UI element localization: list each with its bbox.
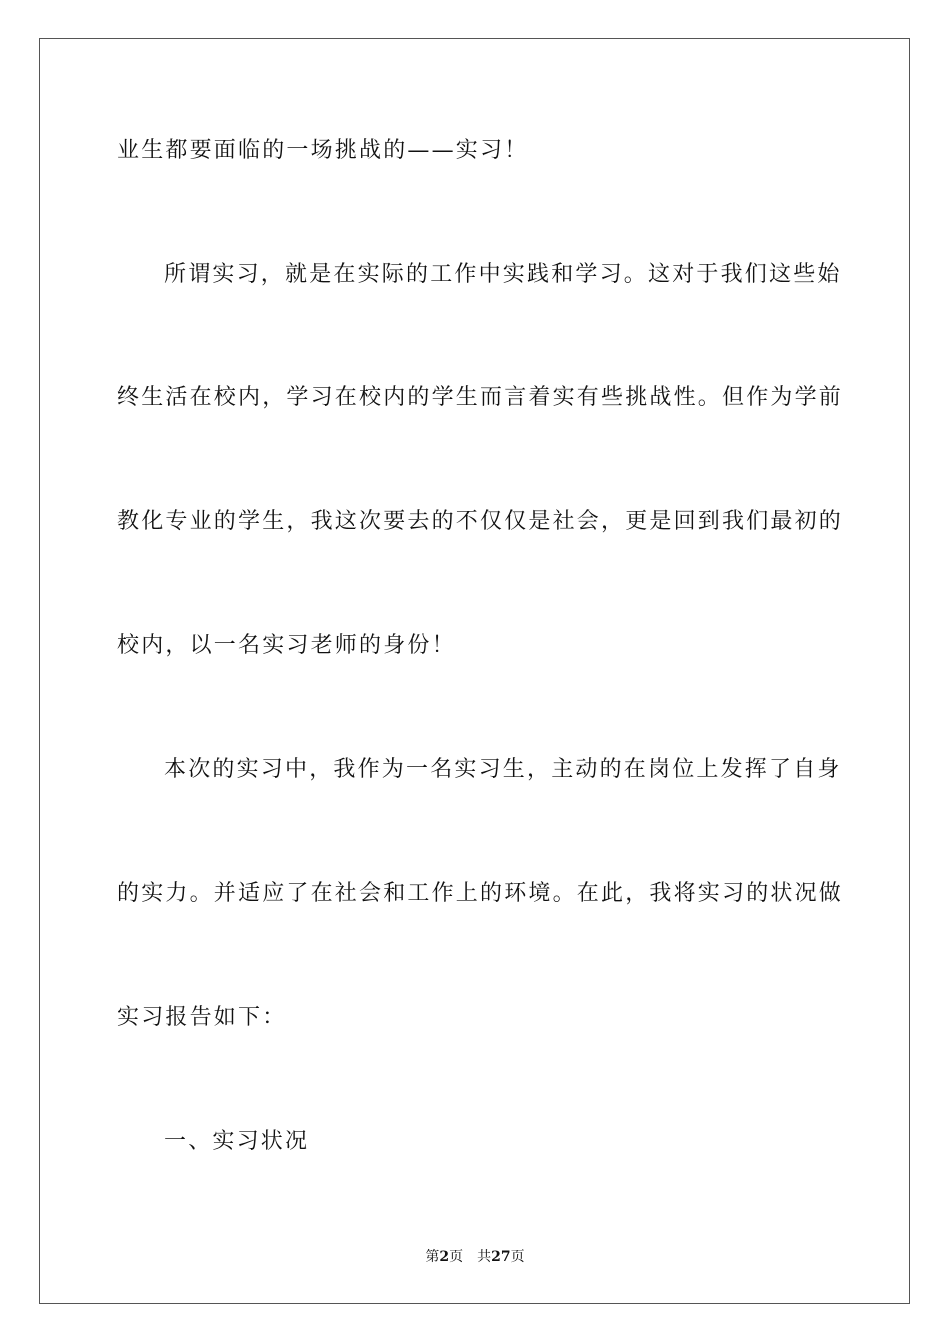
footer-page-number: 2 [439,1249,450,1265]
paragraph-line-2: 所谓实习，就是在实际的工作中实践和学习。这对于我们这些始 [164,262,842,287]
paragraph-line-6: 本次的实习中，我作为一名实习生，主动的在岗位上发挥了自身 [164,757,842,782]
paragraph-line-3: 终生活在校内，学习在校内的学生而言着实有些挑战性。但作为学前 [117,385,844,410]
footer-page-prefix: 第 [425,1249,440,1265]
paragraph-line-7: 的实力。并适应了在社会和工作上的环境。在此，我将实习的状况做 [117,881,844,906]
paragraph-line-8: 实习报告如下： [117,1005,287,1030]
page-border [39,38,910,1304]
section-heading: 一、实习状况 [164,1129,310,1154]
paragraph-line-4: 教化专业的学生，我这次要去的不仅仅是社会，更是回到我们最初的 [117,509,844,534]
footer-total-pages: 27 [491,1249,511,1265]
paragraph-line-1: 业生都要面临的一场挑战的——实习！ [117,138,529,163]
footer-total-suffix: 页 [510,1249,525,1265]
footer-total-prefix: 共 [477,1249,492,1265]
paragraph-line-5: 校内，以一名实习老师的身份！ [117,633,456,658]
footer-page-suffix: 页 [449,1249,464,1265]
page-footer [0,1247,950,1267]
